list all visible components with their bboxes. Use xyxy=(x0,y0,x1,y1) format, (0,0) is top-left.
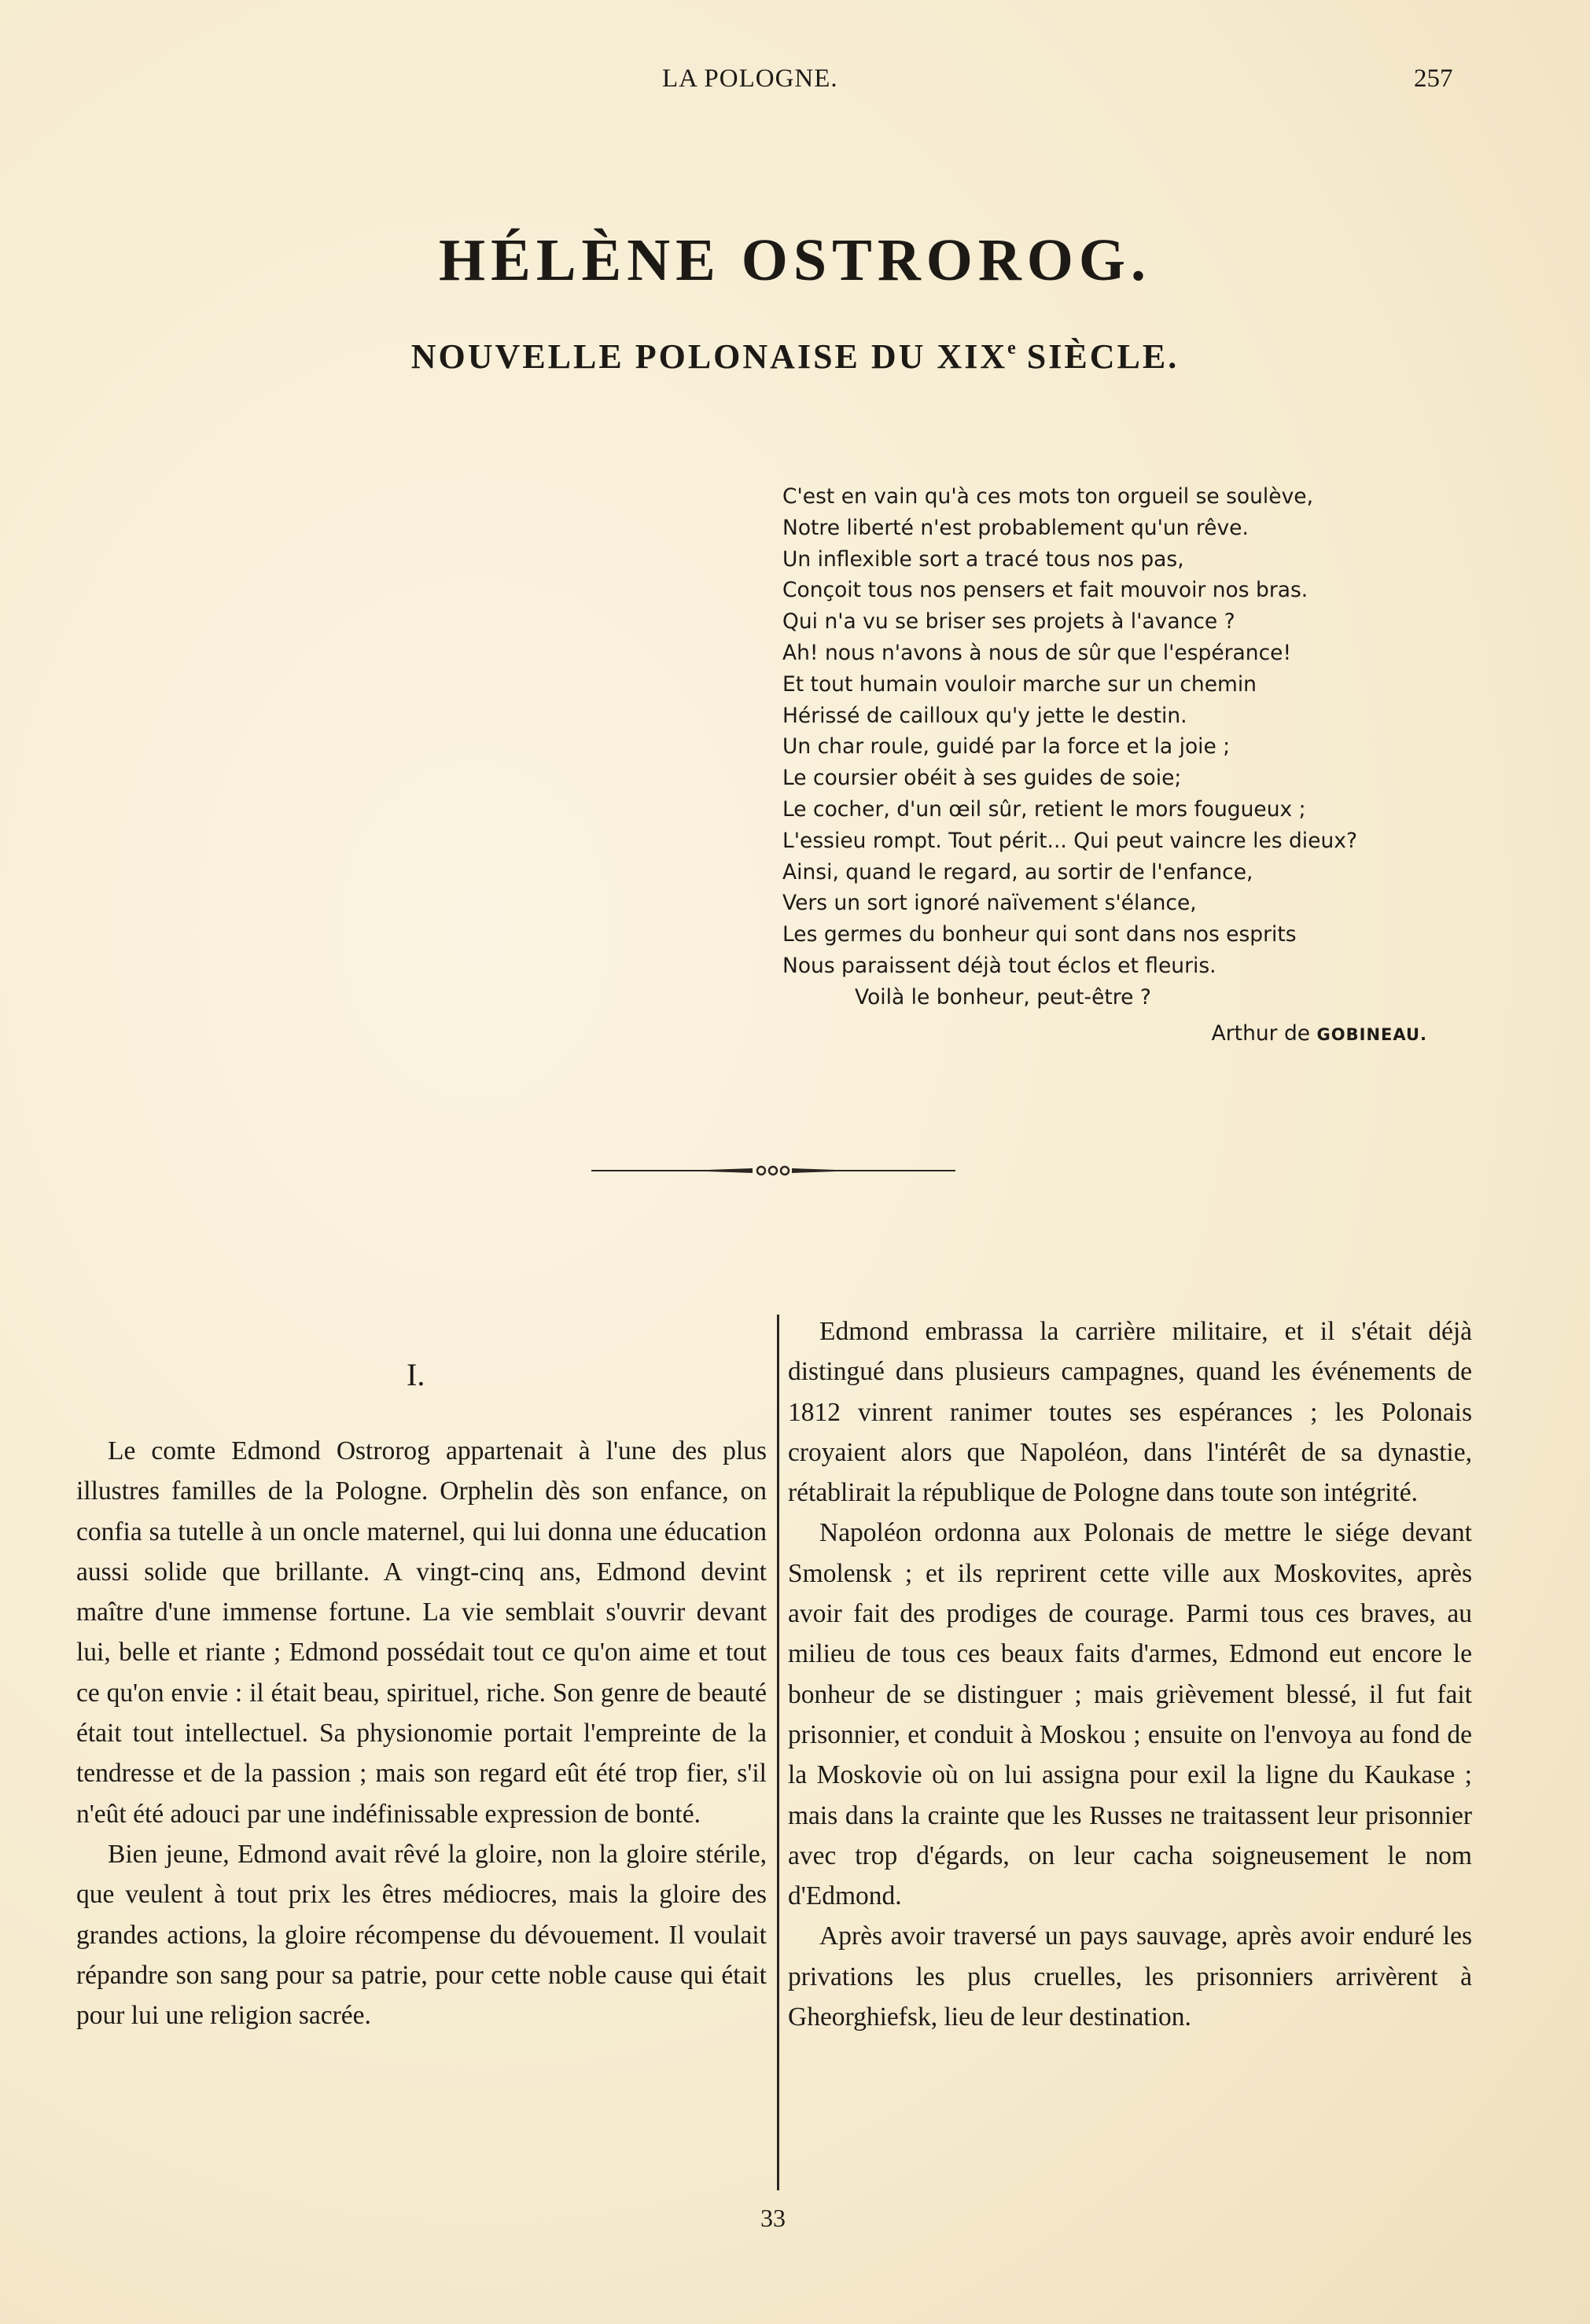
epigraph-line: Notre liberté n'est probablement qu'un rêve. xyxy=(782,515,1249,540)
epigraph-line: Hérissé de cailloux qu'y jette le destin. xyxy=(782,703,1187,728)
right-column xyxy=(788,1311,1472,2037)
epigraph xyxy=(782,481,1459,1050)
section-numeral: I. xyxy=(407,1357,425,1392)
paragraph: Bien jeune, Edmond avait rêvé la gloire, non la gloire stérile, que veulent à tout prix les êtres médiocres, mais la gloire des grandes actions, la gloire récompense du dévouement. Il voulait répandre son sang pour sa patrie, pour cette noble cause qui était pour lui une religion sacrée. xyxy=(76,1839,767,2031)
left-column xyxy=(76,1431,767,2035)
subtitle-superscript: e xyxy=(1007,338,1016,359)
paragraph: Edmond embrassa la carrière militaire, et il s'était déjà distingué dans plusieurs campagnes, quand les événements de 1812 vinrent ranimer toutes ses espérances ; les Polonais croyaient alors que Napoléon, dans l'intérêt de sa dynastie, rétablirait la république de Pologne dans toute son intégrité. xyxy=(788,1317,1472,1508)
column-rule xyxy=(777,1315,779,2190)
epigraph-line: Vers un sort ignoré naïvement s'élance, xyxy=(782,891,1197,916)
epigraph-last-line: Voilà le bonheur, peut-être ? xyxy=(855,984,1151,1009)
author-prefix: Arthur de xyxy=(1211,1020,1317,1046)
epigraph-line: Et tout humain vouloir marche sur un chemin xyxy=(782,671,1257,697)
epigraph-line: Qui n'a vu se briser ses projets à l'avance ? xyxy=(782,609,1235,634)
epigraph-line: Ainsi, quand le regard, au sortir de l'enfance, xyxy=(782,859,1253,884)
paragraph: Le comte Edmond Ostrorog appartenait à l'une des plus illustres familles de la Pologne. Orphelin dès son enfance, on confia sa tutelle à un oncle maternel, qui lui donna une éducation aussi solide que brillante. A vingt-cinq ans, Edmond devint maître d'une immense fortune. La vie semblait s'ouvrir devant lui, belle et riante ; Edmond possédait tout ce qu'on aime et tout ce qu'on envie : il était beau, spirituel, riche. Son genre de beauté était tout intellectuel. Sa physionomie portait l'empreinte de la tendresse et de la passion ; mais son regard eût été trop fier, s'il n'eût été adouci par une indéfinissable expression de bonté. xyxy=(76,1436,767,1829)
epigraph-line: Un char roule, guidé par la force et la joie ; xyxy=(782,734,1231,759)
epigraph-line: Le cocher, d'un œil sûr, retient le mors fougueux ; xyxy=(782,796,1306,822)
epigraph-line: Un inflexible sort a tracé tous nos pas, xyxy=(782,546,1184,572)
epigraph-line: Nous paraissent déjà tout éclos et fleuris. xyxy=(782,953,1216,978)
epigraph-line: Le coursier obéit à ses guides de soie; xyxy=(782,766,1182,791)
epigraph-attribution xyxy=(782,1018,1459,1051)
story-title: HÉLÈNE OSTROROG. xyxy=(439,227,1151,293)
epigraph-line: Conçoit tous nos pensers et fait mouvoir nos bras. xyxy=(782,578,1308,603)
epigraph-line: L'essieu rompt. Tout périt... Qui peut vaincre les dieux? xyxy=(782,828,1358,853)
ornamental-divider xyxy=(591,1165,955,1176)
paragraph: Après avoir traversé un pays sauvage, après avoir enduré les privations les plus cruelles, les prisonniers arrivèrent à Gheorghiefsk, lieu de leur destination. xyxy=(788,1921,1472,2032)
epigraph-line: Ah! nous n'avons à nous de sûr que l'espérance! xyxy=(782,640,1292,665)
page-number: 257 xyxy=(1414,64,1453,93)
epigraph-line: Les germes du bonheur qui sont dans nos esprits xyxy=(782,922,1297,947)
signature-number: 33 xyxy=(760,2204,786,2232)
author-name: GOBINEAU. xyxy=(1316,1024,1427,1044)
running-title: LA POLOGNE. xyxy=(662,64,838,93)
epigraph-line: C'est en vain qu'à ces mots ton orgueil se soulève, xyxy=(782,484,1314,509)
story-subtitle xyxy=(0,336,1590,377)
paragraph: Napoléon ordonna aux Polonais de mettre le siége devant Smolensk ; et ils reprirent cette ville aux Moskovites, après avoir fait des prodiges de courage. Parmi tous ces braves, au milieu de tous ces beaux faits d'armes, Edmond eut encore le bonheur de se distinguer ; mais grièvement blessé, il fut fait prisonnier, et conduit à Moskou ; ensuite on l'envoya au fond de la Moskovie où on lui assigna pour exil la ligne du Kaukase ; mais dans la crainte que les Russes ne traitassent leur prisonnier avec trop d'égards, on leur cacha soigneusement le nom d'Edmond. xyxy=(788,1518,1472,1911)
subtitle-text: NOUVELLE POLONAISE DU XIX xyxy=(410,337,1008,376)
running-head xyxy=(0,64,1590,96)
subtitle-text-end: SIÈCLE. xyxy=(1015,337,1180,376)
